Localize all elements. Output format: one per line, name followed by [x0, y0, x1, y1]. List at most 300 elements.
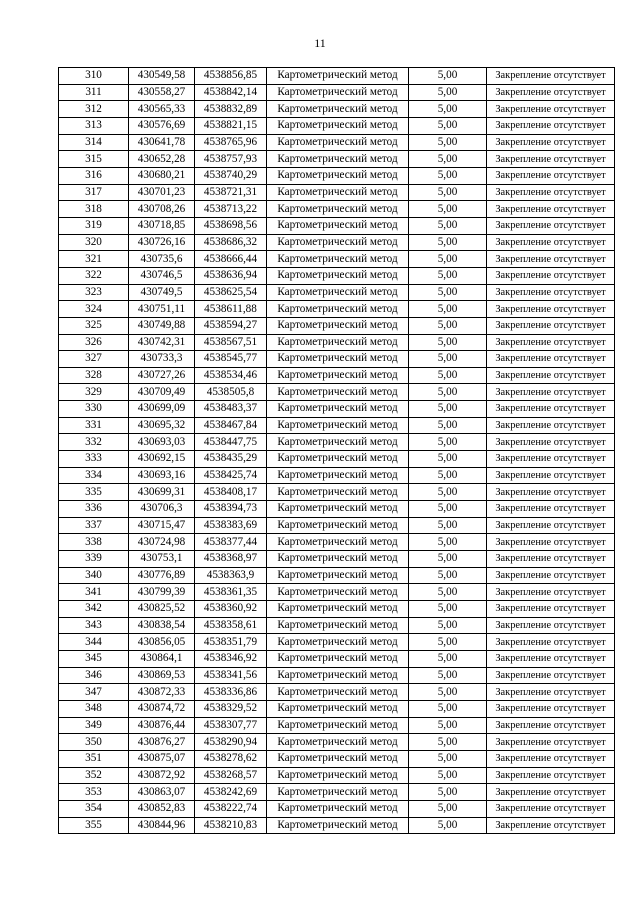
table-row: [59, 417, 615, 434]
point-number-cell: 339: [59, 551, 129, 568]
point-number-cell: 323: [59, 284, 129, 301]
method-cell: Картометрический метод: [267, 101, 409, 118]
x-coordinate-cell: 430641,78: [129, 134, 195, 151]
point-number-cell: 346: [59, 667, 129, 684]
point-number-cell: 324: [59, 301, 129, 318]
fixing-cell: Закрепление отсутствует: [487, 117, 615, 134]
table-row: [59, 434, 615, 451]
point-number-cell: 330: [59, 401, 129, 418]
y-coordinate-cell: 4538278,62: [195, 750, 267, 767]
x-coordinate-cell: 430876,27: [129, 734, 195, 751]
table-body: [59, 68, 615, 834]
fixing-cell: Закрепление отсутствует: [487, 351, 615, 368]
x-coordinate-cell: 430708,26: [129, 201, 195, 218]
error-cell: 5,00: [409, 650, 487, 667]
table-row: [59, 234, 615, 251]
point-number-cell: 326: [59, 334, 129, 351]
fixing-cell: Закрепление отсутствует: [487, 817, 615, 834]
fixing-cell: Закрепление отсутствует: [487, 84, 615, 101]
table-row: [59, 334, 615, 351]
point-number-cell: 352: [59, 767, 129, 784]
method-cell: Картометрический метод: [267, 750, 409, 767]
method-cell: Картометрический метод: [267, 184, 409, 201]
fixing-cell: Закрепление отсутствует: [487, 634, 615, 651]
y-coordinate-cell: 4538360,92: [195, 601, 267, 618]
point-number-cell: 337: [59, 517, 129, 534]
y-coordinate-cell: 4538242,69: [195, 784, 267, 801]
method-cell: Картометрический метод: [267, 134, 409, 151]
table-row: [59, 384, 615, 401]
error-cell: 5,00: [409, 784, 487, 801]
error-cell: 5,00: [409, 84, 487, 101]
y-coordinate-cell: 4538713,22: [195, 201, 267, 218]
x-coordinate-cell: 430872,33: [129, 684, 195, 701]
fixing-cell: Закрепление отсутствует: [487, 184, 615, 201]
error-cell: 5,00: [409, 584, 487, 601]
table-row: [59, 767, 615, 784]
fixing-cell: Закрепление отсутствует: [487, 734, 615, 751]
fixing-cell: Закрепление отсутствует: [487, 750, 615, 767]
fixing-cell: Закрепление отсутствует: [487, 401, 615, 418]
error-cell: 5,00: [409, 167, 487, 184]
method-cell: Картометрический метод: [267, 117, 409, 134]
fixing-cell: Закрепление отсутствует: [487, 484, 615, 501]
table-row: [59, 467, 615, 484]
error-cell: 5,00: [409, 101, 487, 118]
table-row: [59, 284, 615, 301]
y-coordinate-cell: 4538757,93: [195, 151, 267, 168]
error-cell: 5,00: [409, 117, 487, 134]
x-coordinate-cell: 430680,21: [129, 167, 195, 184]
x-coordinate-cell: 430863,07: [129, 784, 195, 801]
method-cell: Картометрический метод: [267, 234, 409, 251]
error-cell: 5,00: [409, 517, 487, 534]
x-coordinate-cell: 430876,44: [129, 717, 195, 734]
point-number-cell: 314: [59, 134, 129, 151]
fixing-cell: Закрепление отсутствует: [487, 367, 615, 384]
fixing-cell: Закрепление отсутствует: [487, 434, 615, 451]
method-cell: Картометрический метод: [267, 334, 409, 351]
y-coordinate-cell: 4538383,69: [195, 517, 267, 534]
point-number-cell: 321: [59, 251, 129, 268]
y-coordinate-cell: 4538336,86: [195, 684, 267, 701]
table-row: [59, 734, 615, 751]
method-cell: Картометрический метод: [267, 451, 409, 468]
method-cell: Картометрический метод: [267, 734, 409, 751]
fixing-cell: Закрепление отсутствует: [487, 417, 615, 434]
table-row: [59, 68, 615, 85]
method-cell: Картометрический метод: [267, 417, 409, 434]
point-number-cell: 311: [59, 84, 129, 101]
y-coordinate-cell: 4538567,51: [195, 334, 267, 351]
coordinates-table: [58, 67, 615, 834]
x-coordinate-cell: 430799,39: [129, 584, 195, 601]
table-row: [59, 134, 615, 151]
table-row: [59, 267, 615, 284]
x-coordinate-cell: 430693,03: [129, 434, 195, 451]
point-number-cell: 312: [59, 101, 129, 118]
point-number-cell: 333: [59, 451, 129, 468]
x-coordinate-cell: 430864,1: [129, 650, 195, 667]
method-cell: Картометрический метод: [267, 567, 409, 584]
method-cell: Картометрический метод: [267, 684, 409, 701]
method-cell: Картометрический метод: [267, 717, 409, 734]
x-coordinate-cell: 430733,3: [129, 351, 195, 368]
error-cell: 5,00: [409, 384, 487, 401]
point-number-cell: 328: [59, 367, 129, 384]
y-coordinate-cell: 4538721,31: [195, 184, 267, 201]
table-row: [59, 117, 615, 134]
method-cell: Картометрический метод: [267, 434, 409, 451]
error-cell: 5,00: [409, 717, 487, 734]
fixing-cell: Закрепление отсутствует: [487, 234, 615, 251]
method-cell: Картометрический метод: [267, 634, 409, 651]
y-coordinate-cell: 4538765,96: [195, 134, 267, 151]
table-row: [59, 667, 615, 684]
error-cell: 5,00: [409, 267, 487, 284]
x-coordinate-cell: 430874,72: [129, 700, 195, 717]
method-cell: Картометрический метод: [267, 650, 409, 667]
error-cell: 5,00: [409, 700, 487, 717]
method-cell: Картометрический метод: [267, 484, 409, 501]
table-row: [59, 817, 615, 834]
method-cell: Картометрический метод: [267, 151, 409, 168]
fixing-cell: Закрепление отсутствует: [487, 167, 615, 184]
point-number-cell: 320: [59, 234, 129, 251]
error-cell: 5,00: [409, 234, 487, 251]
table-row: [59, 784, 615, 801]
x-coordinate-cell: 430565,33: [129, 101, 195, 118]
table-row: [59, 101, 615, 118]
point-number-cell: 322: [59, 267, 129, 284]
table-row: [59, 617, 615, 634]
x-coordinate-cell: 430695,32: [129, 417, 195, 434]
point-number-cell: 342: [59, 601, 129, 618]
point-number-cell: 349: [59, 717, 129, 734]
point-number-cell: 347: [59, 684, 129, 701]
error-cell: 5,00: [409, 284, 487, 301]
x-coordinate-cell: 430718,85: [129, 217, 195, 234]
y-coordinate-cell: 4538290,94: [195, 734, 267, 751]
y-coordinate-cell: 4538594,27: [195, 317, 267, 334]
point-number-cell: 331: [59, 417, 129, 434]
y-coordinate-cell: 4538394,73: [195, 501, 267, 518]
error-cell: 5,00: [409, 451, 487, 468]
method-cell: Картометрический метод: [267, 167, 409, 184]
table-row: [59, 551, 615, 568]
x-coordinate-cell: 430875,07: [129, 750, 195, 767]
x-coordinate-cell: 430844,96: [129, 817, 195, 834]
table-row: [59, 251, 615, 268]
x-coordinate-cell: 430576,69: [129, 117, 195, 134]
point-number-cell: 344: [59, 634, 129, 651]
error-cell: 5,00: [409, 467, 487, 484]
table-row: [59, 634, 615, 651]
y-coordinate-cell: 4538268,57: [195, 767, 267, 784]
table-row: [59, 501, 615, 518]
table-row: [59, 217, 615, 234]
point-number-cell: 318: [59, 201, 129, 218]
y-coordinate-cell: 4538611,88: [195, 301, 267, 318]
y-coordinate-cell: 4538346,92: [195, 650, 267, 667]
x-coordinate-cell: 430746,5: [129, 267, 195, 284]
x-coordinate-cell: 430701,23: [129, 184, 195, 201]
point-number-cell: 316: [59, 167, 129, 184]
error-cell: 5,00: [409, 334, 487, 351]
x-coordinate-cell: 430709,49: [129, 384, 195, 401]
point-number-cell: 313: [59, 117, 129, 134]
error-cell: 5,00: [409, 800, 487, 817]
method-cell: Картометрический метод: [267, 351, 409, 368]
fixing-cell: Закрепление отсутствует: [487, 684, 615, 701]
fixing-cell: Закрепление отсутствует: [487, 567, 615, 584]
y-coordinate-cell: 4538329,52: [195, 700, 267, 717]
table-row: [59, 317, 615, 334]
fixing-cell: Закрепление отсутствует: [487, 517, 615, 534]
fixing-cell: Закрепление отсутствует: [487, 551, 615, 568]
error-cell: 5,00: [409, 617, 487, 634]
point-number-cell: 354: [59, 800, 129, 817]
point-number-cell: 345: [59, 650, 129, 667]
method-cell: Картометрический метод: [267, 517, 409, 534]
y-coordinate-cell: 4538341,56: [195, 667, 267, 684]
point-number-cell: 317: [59, 184, 129, 201]
table-row: [59, 567, 615, 584]
point-number-cell: 341: [59, 584, 129, 601]
fixing-cell: Закрепление отсутствует: [487, 334, 615, 351]
table-row: [59, 650, 615, 667]
y-coordinate-cell: 4538666,44: [195, 251, 267, 268]
fixing-cell: Закрепление отсутствует: [487, 717, 615, 734]
error-cell: 5,00: [409, 134, 487, 151]
point-number-cell: 353: [59, 784, 129, 801]
table-row: [59, 717, 615, 734]
y-coordinate-cell: 4538821,15: [195, 117, 267, 134]
x-coordinate-cell: 430825,52: [129, 601, 195, 618]
point-number-cell: 325: [59, 317, 129, 334]
error-cell: 5,00: [409, 417, 487, 434]
x-coordinate-cell: 430776,89: [129, 567, 195, 584]
y-coordinate-cell: 4538483,37: [195, 401, 267, 418]
method-cell: Картометрический метод: [267, 501, 409, 518]
table-row: [59, 700, 615, 717]
method-cell: Картометрический метод: [267, 617, 409, 634]
y-coordinate-cell: 4538368,97: [195, 551, 267, 568]
method-cell: Картометрический метод: [267, 384, 409, 401]
x-coordinate-cell: 430692,15: [129, 451, 195, 468]
table-row: [59, 184, 615, 201]
x-coordinate-cell: 430549,58: [129, 68, 195, 85]
fixing-cell: Закрепление отсутствует: [487, 467, 615, 484]
x-coordinate-cell: 430726,16: [129, 234, 195, 251]
fixing-cell: Закрепление отсутствует: [487, 301, 615, 318]
y-coordinate-cell: 4538307,77: [195, 717, 267, 734]
method-cell: Картометрический метод: [267, 401, 409, 418]
error-cell: 5,00: [409, 434, 487, 451]
point-number-cell: 340: [59, 567, 129, 584]
method-cell: Картометрический метод: [267, 534, 409, 551]
table-row: [59, 201, 615, 218]
y-coordinate-cell: 4538425,74: [195, 467, 267, 484]
error-cell: 5,00: [409, 317, 487, 334]
x-coordinate-cell: 430706,3: [129, 501, 195, 518]
table-row: [59, 684, 615, 701]
fixing-cell: Закрепление отсутствует: [487, 584, 615, 601]
error-cell: 5,00: [409, 634, 487, 651]
method-cell: Картометрический метод: [267, 667, 409, 684]
y-coordinate-cell: 4538358,61: [195, 617, 267, 634]
point-number-cell: 319: [59, 217, 129, 234]
method-cell: Картометрический метод: [267, 84, 409, 101]
table-row: [59, 517, 615, 534]
error-cell: 5,00: [409, 401, 487, 418]
fixing-cell: Закрепление отсутствует: [487, 800, 615, 817]
point-number-cell: 327: [59, 351, 129, 368]
method-cell: Картометрический метод: [267, 784, 409, 801]
table-row: [59, 584, 615, 601]
x-coordinate-cell: 430749,5: [129, 284, 195, 301]
table-row: [59, 167, 615, 184]
error-cell: 5,00: [409, 734, 487, 751]
y-coordinate-cell: 4538686,32: [195, 234, 267, 251]
method-cell: Картометрический метод: [267, 317, 409, 334]
y-coordinate-cell: 4538222,74: [195, 800, 267, 817]
error-cell: 5,00: [409, 551, 487, 568]
point-number-cell: 332: [59, 434, 129, 451]
method-cell: Картометрический метод: [267, 251, 409, 268]
error-cell: 5,00: [409, 684, 487, 701]
y-coordinate-cell: 4538842,14: [195, 84, 267, 101]
method-cell: Картометрический метод: [267, 301, 409, 318]
y-coordinate-cell: 4538698,56: [195, 217, 267, 234]
point-number-cell: 315: [59, 151, 129, 168]
method-cell: Картометрический метод: [267, 267, 409, 284]
method-cell: Картометрический метод: [267, 767, 409, 784]
x-coordinate-cell: 430753,1: [129, 551, 195, 568]
method-cell: Картометрический метод: [267, 700, 409, 717]
x-coordinate-cell: 430699,31: [129, 484, 195, 501]
x-coordinate-cell: 430727,26: [129, 367, 195, 384]
fixing-cell: Закрепление отсутствует: [487, 601, 615, 618]
y-coordinate-cell: 4538625,54: [195, 284, 267, 301]
error-cell: 5,00: [409, 251, 487, 268]
table-row: [59, 84, 615, 101]
y-coordinate-cell: 4538636,94: [195, 267, 267, 284]
x-coordinate-cell: 430749,88: [129, 317, 195, 334]
point-number-cell: 343: [59, 617, 129, 634]
error-cell: 5,00: [409, 301, 487, 318]
y-coordinate-cell: 4538505,8: [195, 384, 267, 401]
table-row: [59, 750, 615, 767]
x-coordinate-cell: 430869,53: [129, 667, 195, 684]
fixing-cell: Закрепление отсутствует: [487, 667, 615, 684]
fixing-cell: Закрепление отсутствует: [487, 534, 615, 551]
fixing-cell: Закрепление отсутствует: [487, 101, 615, 118]
x-coordinate-cell: 430693,16: [129, 467, 195, 484]
y-coordinate-cell: 4538363,9: [195, 567, 267, 584]
method-cell: Картометрический метод: [267, 584, 409, 601]
x-coordinate-cell: 430751,11: [129, 301, 195, 318]
x-coordinate-cell: 430652,28: [129, 151, 195, 168]
error-cell: 5,00: [409, 567, 487, 584]
point-number-cell: 338: [59, 534, 129, 551]
y-coordinate-cell: 4538740,29: [195, 167, 267, 184]
y-coordinate-cell: 4538210,83: [195, 817, 267, 834]
table-row: [59, 351, 615, 368]
error-cell: 5,00: [409, 501, 487, 518]
y-coordinate-cell: 4538361,35: [195, 584, 267, 601]
y-coordinate-cell: 4538832,89: [195, 101, 267, 118]
x-coordinate-cell: 430715,47: [129, 517, 195, 534]
error-cell: 5,00: [409, 667, 487, 684]
fixing-cell: Закрепление отсутствует: [487, 284, 615, 301]
x-coordinate-cell: 430872,92: [129, 767, 195, 784]
error-cell: 5,00: [409, 484, 487, 501]
table-row: [59, 451, 615, 468]
fixing-cell: Закрепление отсутствует: [487, 617, 615, 634]
method-cell: Картометрический метод: [267, 367, 409, 384]
y-coordinate-cell: 4538534,46: [195, 367, 267, 384]
point-number-cell: 329: [59, 384, 129, 401]
table-row: [59, 367, 615, 384]
fixing-cell: Закрепление отсутствует: [487, 501, 615, 518]
error-cell: 5,00: [409, 534, 487, 551]
fixing-cell: Закрепление отсутствует: [487, 151, 615, 168]
error-cell: 5,00: [409, 184, 487, 201]
method-cell: Картометрический метод: [267, 284, 409, 301]
error-cell: 5,00: [409, 68, 487, 85]
error-cell: 5,00: [409, 217, 487, 234]
error-cell: 5,00: [409, 151, 487, 168]
y-coordinate-cell: 4538856,85: [195, 68, 267, 85]
error-cell: 5,00: [409, 817, 487, 834]
fixing-cell: Закрепление отсутствует: [487, 451, 615, 468]
point-number-cell: 310: [59, 68, 129, 85]
x-coordinate-cell: 430699,09: [129, 401, 195, 418]
point-number-cell: 351: [59, 750, 129, 767]
table-row: [59, 601, 615, 618]
method-cell: Картометрический метод: [267, 551, 409, 568]
y-coordinate-cell: 4538447,75: [195, 434, 267, 451]
point-number-cell: 348: [59, 700, 129, 717]
y-coordinate-cell: 4538467,84: [195, 417, 267, 434]
table-row: [59, 534, 615, 551]
x-coordinate-cell: 430838,54: [129, 617, 195, 634]
x-coordinate-cell: 430735,6: [129, 251, 195, 268]
method-cell: Картометрический метод: [267, 217, 409, 234]
table-row: [59, 401, 615, 418]
method-cell: Картометрический метод: [267, 68, 409, 85]
y-coordinate-cell: 4538435,29: [195, 451, 267, 468]
error-cell: 5,00: [409, 201, 487, 218]
fixing-cell: Закрепление отсутствует: [487, 201, 615, 218]
method-cell: Картометрический метод: [267, 817, 409, 834]
y-coordinate-cell: 4538545,77: [195, 351, 267, 368]
method-cell: Картометрический метод: [267, 601, 409, 618]
x-coordinate-cell: 430724,98: [129, 534, 195, 551]
fixing-cell: Закрепление отсутствует: [487, 384, 615, 401]
x-coordinate-cell: 430852,83: [129, 800, 195, 817]
point-number-cell: 334: [59, 467, 129, 484]
table-row: [59, 151, 615, 168]
point-number-cell: 336: [59, 501, 129, 518]
table-row: [59, 484, 615, 501]
fixing-cell: Закрепление отсутствует: [487, 134, 615, 151]
table-row: [59, 301, 615, 318]
x-coordinate-cell: 430742,31: [129, 334, 195, 351]
point-number-cell: 355: [59, 817, 129, 834]
x-coordinate-cell: 430856,05: [129, 634, 195, 651]
